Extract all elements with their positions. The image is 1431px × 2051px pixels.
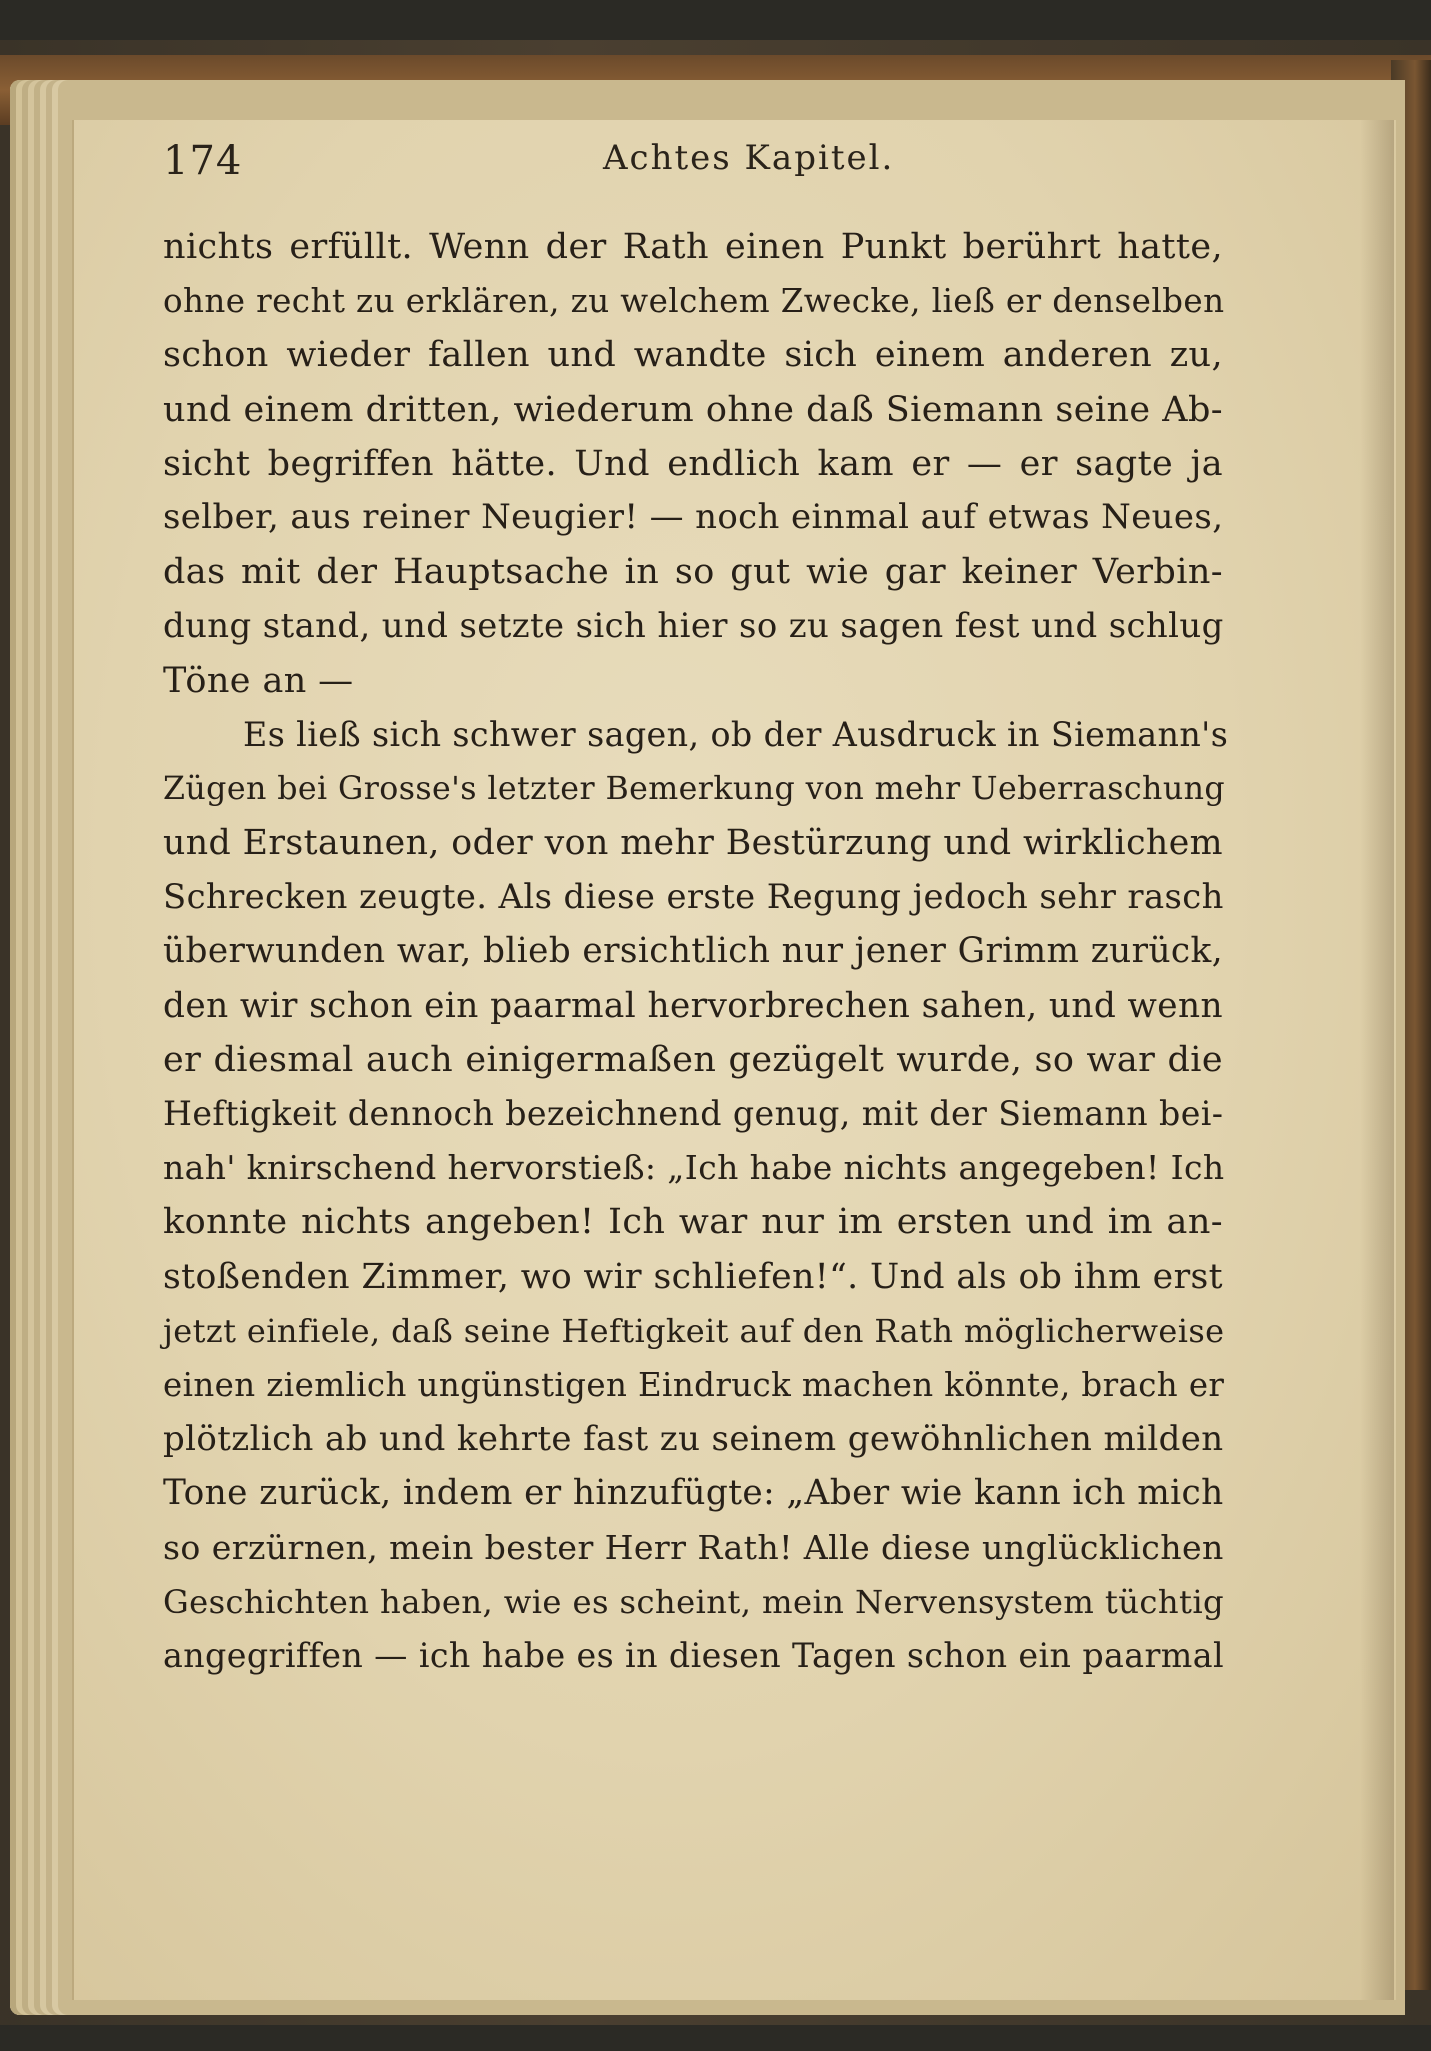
text-line: und einem dritten, wiederum ohne daß Siemann seine Ab- [163, 389, 1223, 430]
text-line: so erzürnen, mein bester Herr Rath! Alle diese unglücklichen [163, 1527, 1224, 1567]
text-line: Geschichten haben, wie es scheint, mein Nervensystem tüchtig [163, 1582, 1225, 1621]
text-line: nichts erfüllt. Wenn der Rath einen Punkt berührt hatte, [163, 227, 1223, 267]
page-header [163, 138, 1303, 198]
text-line: Es ließ sich schwer sagen, ob der Ausdruck in Siemann's [243, 714, 1229, 754]
text-line: er diesmal auch einigermaßen gezügelt wurde, so war die [163, 1039, 1223, 1080]
text-line: das mit der Hauptsache in so gut wie gar keiner Verbin- [163, 552, 1223, 593]
text-line: Zügen bei Grosse's letzter Bemerkung von mehr Ueberraschung [163, 770, 1226, 807]
text-line: stoßenden Zimmer, wo wir schliefen!“. Und als ob ihm erst [163, 1256, 1223, 1297]
text-line: überwunden war, blieb ersichtlich nur jener Grimm zurück, [163, 931, 1223, 972]
page-number: 174 [163, 138, 243, 184]
text-line: Schrecken zeugte. Als diese erste Regung jedoch sehr rasch [163, 877, 1224, 917]
text-line: sicht begriffen hätte. Und endlich kam er — er sagte ja [163, 443, 1223, 484]
body-text [163, 220, 1229, 1683]
text-line: den wir schon ein paarmal hervorbrechen sahen, und wenn [163, 985, 1223, 1026]
text-line: und Erstaunen, oder von mehr Bestürzung und wirklichem [163, 823, 1223, 864]
text-line: selber, aus reiner Neugier! — noch einmal auf etwas Neues, [163, 497, 1224, 537]
text-line: schon wieder fallen und wandte sich einem anderen zu, [163, 335, 1223, 376]
text-line: konnte nichts angeben! Ich war nur im ersten und im an- [163, 1202, 1223, 1243]
text-line: einen ziemlich ungünstigen Eindruck machen könnte, brach er [163, 1365, 1225, 1404]
text-line: dung stand, und setzte sich hier so zu sagen fest und schlug [163, 606, 1224, 646]
text-line: nah' knirschend hervorstieß: „Ich habe nichts angegeben! Ich [163, 1148, 1225, 1188]
text-line: angegriffen — ich habe es in diesen Tagen schon ein paarmal [163, 1635, 1225, 1675]
text-line: Tone zurück, indem er hinzufügte: „Aber wie kann ich mich [163, 1473, 1224, 1514]
running-head: Achtes Kapitel. [603, 138, 895, 178]
text-line: ohne recht zu erklären, zu welchem Zwecke, ließ er denselben [163, 282, 1225, 321]
text-line: Töne an — [163, 660, 354, 701]
text-line: jetzt einfiele, daß seine Heftigkeit auf den Rath möglicherweise [163, 1311, 1225, 1350]
text-line: plötzlich ab und kehrte fast zu seinem gewöhnlichen milden [163, 1419, 1224, 1460]
gutter-shadow [1360, 120, 1394, 2000]
text-line: Heftigkeit dennoch bezeichnend genug, mit der Siemann bei- [163, 1094, 1224, 1133]
